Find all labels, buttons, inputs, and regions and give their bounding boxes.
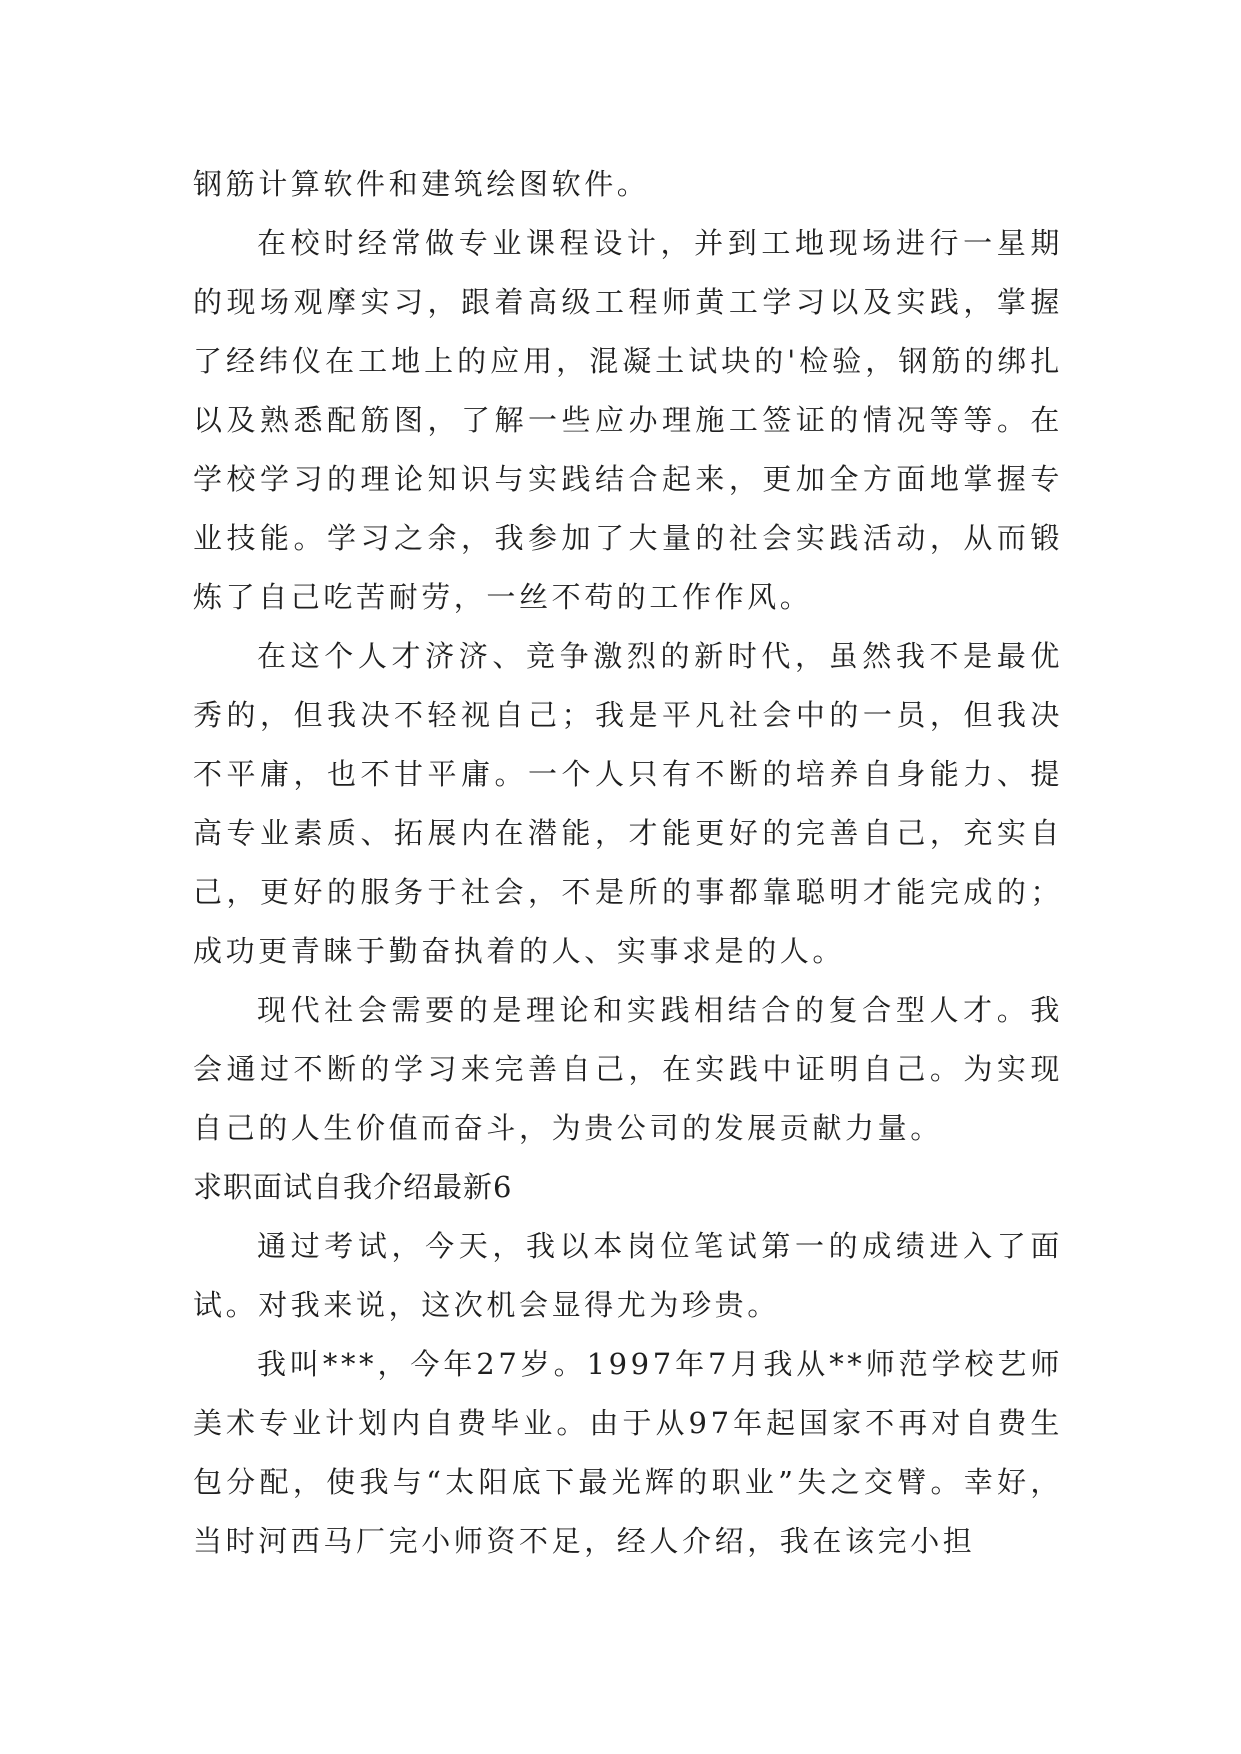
paragraph-self-assessment: 在这个人才济济、竞争激烈的新时代，虽然我不是最优秀的，但我决不轻视自己；我是平凡社会中的一员，但我决不平庸，也不甘平庸。一个人只有不断的培养自身能力、提高专业素质、拓展内在潜能，才能更好的完善自己，充实自己，更好的服务于社会，不是所的事都靠聪明才能完成的；成功更青睐于勤奋执着的人、实事求是的人。 bbox=[193, 639, 1063, 968]
document-body bbox=[193, 155, 1063, 1571]
paragraph-conclusion: 现代社会需要的是理论和实践相结合的复合型人才。我会通过不断的学习来完善自己，在实践中证明自己。为实现自己的人生价值而奋斗，为贵公司的发展贡献力量。 bbox=[193, 993, 1063, 1145]
paragraph-personal-background: 我叫***，今年27岁。1997年7月我从**师范学校艺师美术专业计划内自费毕业。由于从97年起国家不再对自费生包分配，使我与“太阳底下最光辉的职业”失之交臂。幸好，当时河西马厂完小师资不足，经人介绍，我在该完小担 bbox=[193, 1347, 1063, 1558]
section-heading: 求职面试自我介绍最新6 bbox=[193, 1170, 513, 1204]
paragraph-interview-intro: 通过考试，今天，我以本岗位笔试第一的成绩进入了面试。对我来说，这次机会显得尤为珍贵。 bbox=[193, 1229, 1063, 1322]
paragraph-continuation: 钢筋计算软件和建筑绘图软件。 bbox=[193, 167, 650, 201]
paragraph-school-practice: 在校时经常做专业课程设计，并到工地现场进行一星期的现场观摩实习，跟着高级工程师黄工学习以及实践，掌握了经纬仪在工地上的应用，混凝土试块的'检验，钢筋的绑扎以及熟悉配筋图，了解一些应办理施工签证的情况等等。在学校学习的理论知识与实践结合起来，更加全方面地掌握专业技能。学习之余，我参加了大量的社会实践活动，从而锻炼了自己吃苦耐劳，一丝不苟的工作作风。 bbox=[193, 226, 1063, 614]
